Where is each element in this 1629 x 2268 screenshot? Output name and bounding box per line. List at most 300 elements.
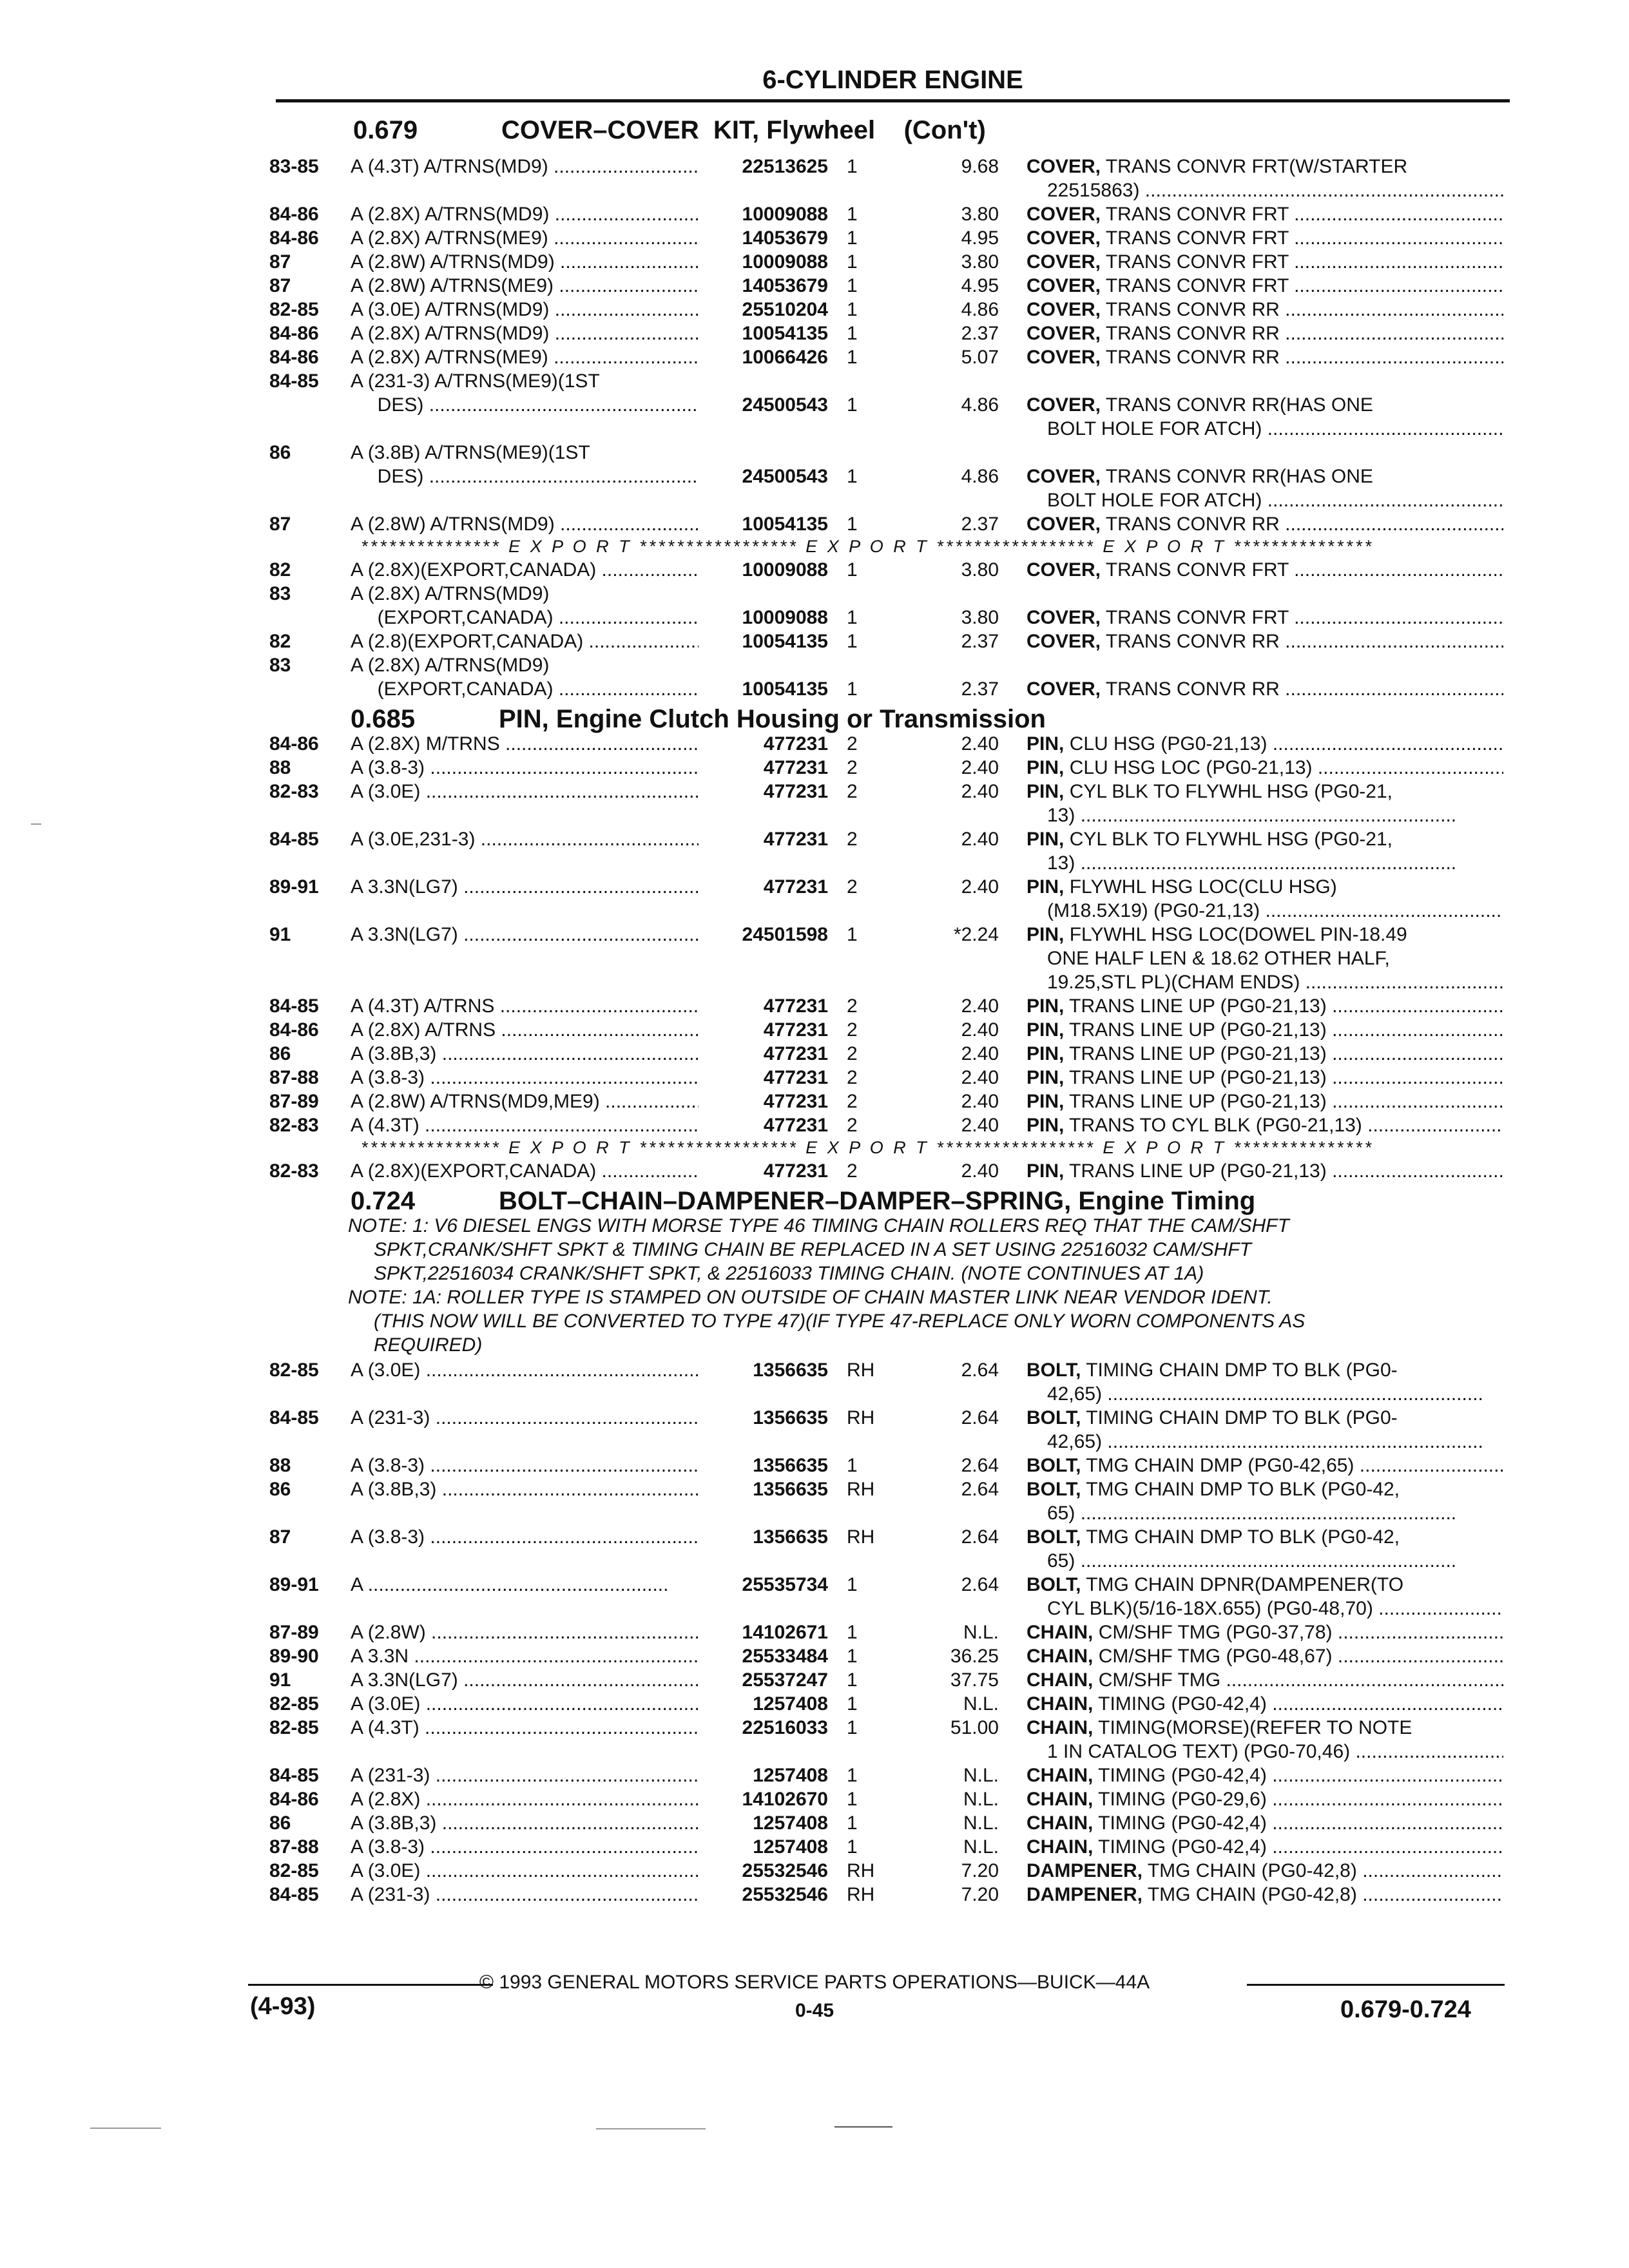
part-number: 25532546	[742, 1884, 828, 1905]
part-number: 10066426	[742, 347, 828, 368]
price: *2.24	[953, 924, 999, 945]
year-range: 88	[269, 757, 291, 778]
price: 2.40	[961, 1019, 999, 1041]
description-text: CLU HSG (PG0-21,13)	[1069, 733, 1268, 754]
description-text: TRANS LINE UP (PG0-21,13)	[1069, 1160, 1327, 1182]
description	[1027, 606, 1503, 629]
quantity: 1	[847, 514, 858, 535]
quantity: 2	[847, 829, 858, 850]
price: 4.95	[961, 275, 999, 296]
model-application: A (2.8X) A/TRNS(MD9) .....	[351, 322, 699, 345]
part-row	[0, 756, 1629, 780]
price: 2.37	[961, 631, 999, 652]
description	[1027, 875, 1503, 899]
part-number: 477231	[763, 781, 828, 802]
year-range: 84-85	[269, 1765, 319, 1786]
description-keyword: CHAIN,	[1027, 1646, 1094, 1667]
description-keyword: BOLT,	[1027, 1407, 1081, 1428]
description	[1027, 155, 1503, 178]
description-keyword: COVER,	[1027, 607, 1101, 628]
description-text: TRANS CONVR FRT	[1105, 251, 1289, 273]
part-number: 1356635	[753, 1407, 828, 1428]
model-application: A (2.8X) A/TRNS(MD9) .....	[351, 202, 699, 226]
export-divider: *************** E X P O R T ***************** E X P O R T ***************** E X P O R T ***************	[361, 537, 1374, 556]
description-keyword: CHAIN,	[1027, 1812, 1094, 1834]
part-number: 477231	[763, 1043, 828, 1064]
year-range: 83	[269, 583, 291, 604]
description-text: TRANS TO CYL BLK (PG0-21,13)	[1069, 1115, 1362, 1136]
year-range: 89-91	[269, 1574, 319, 1595]
description-keyword: PIN,	[1027, 1067, 1065, 1088]
description-text: CM/SHF TMG (PG0-48,67)	[1098, 1646, 1333, 1667]
quantity: 1	[847, 1646, 858, 1667]
section-number: 0.679	[353, 116, 418, 144]
description-keyword: CHAIN,	[1027, 1669, 1094, 1691]
model-application: A (2.8W) A/TRNS(MD9) .....	[351, 250, 699, 274]
section-title: BOLT–CHAIN–DAMPENER–DAMPER–SPRING, Engine Timing	[499, 1187, 1256, 1215]
description	[1027, 1382, 1503, 1406]
part-number: 14102671	[742, 1622, 828, 1643]
description-text: 13)	[1047, 852, 1075, 874]
description-keyword: COVER,	[1027, 299, 1101, 320]
year-range: 87-89	[269, 1091, 319, 1112]
part-number: 10009088	[742, 607, 828, 628]
description-text: TMG CHAIN DMP TO BLK (PG0-42,	[1086, 1526, 1400, 1548]
part-number: 1356635	[753, 1360, 828, 1381]
price: N.L.	[963, 1812, 999, 1834]
price: 2.40	[961, 1091, 999, 1112]
price: 5.07	[961, 347, 999, 368]
quantity: RH	[847, 1860, 875, 1881]
note-line: REQUIRED)	[374, 1334, 483, 1356]
description	[1027, 465, 1503, 488]
model-application: (EXPORT,CANADA) .....	[351, 677, 699, 701]
year-range: 84-85	[269, 995, 319, 1017]
description-text: TRANS CONVR FRT	[1105, 227, 1289, 249]
price: 4.95	[961, 227, 999, 249]
description-text: TRANS CONVR FRT	[1105, 559, 1289, 581]
description-keyword: PIN,	[1027, 876, 1065, 898]
part-row	[0, 369, 1629, 393]
description	[1027, 899, 1503, 923]
model-application: A (3.8B,3) .....	[351, 1811, 699, 1835]
model-application: A (4.3T) .....	[351, 1716, 699, 1740]
part-row	[0, 1787, 1629, 1811]
description-keyword: COVER,	[1027, 275, 1101, 296]
description	[1027, 803, 1503, 827]
description-keyword: CHAIN,	[1027, 1693, 1094, 1715]
model-application: A (3.8-3) .....	[351, 1835, 699, 1859]
part-number: 10009088	[742, 251, 828, 273]
quantity: 1	[847, 559, 858, 581]
description-text: 42,65)	[1047, 1383, 1103, 1405]
quantity: 1	[847, 1765, 858, 1786]
price: 3.80	[961, 251, 999, 273]
price: 9.68	[961, 156, 999, 177]
year-range: 82-85	[269, 1693, 319, 1715]
description-keyword: DAMPENER,	[1027, 1884, 1143, 1905]
description-keyword: BOLT,	[1027, 1455, 1081, 1476]
description	[1027, 1668, 1503, 1692]
year-range: 87	[269, 275, 291, 296]
description-text: TIMING(MORSE)(REFER TO NOTE	[1098, 1717, 1412, 1738]
quantity: 2	[847, 1160, 858, 1182]
page-title: 6-CYLINDER ENGINE	[762, 66, 1023, 94]
description-keyword: DAMPENER,	[1027, 1860, 1143, 1881]
part-number: 24500543	[742, 466, 828, 487]
part-number: 25532546	[742, 1860, 828, 1881]
description-keyword: CHAIN,	[1027, 1789, 1094, 1810]
description-text: TMG CHAIN DMP (PG0-42,65)	[1086, 1455, 1354, 1476]
model-application: A (3.8B,3) .....	[351, 1477, 699, 1501]
description-keyword: COVER,	[1027, 323, 1101, 344]
description	[1027, 345, 1503, 369]
quantity: 1	[847, 1789, 858, 1810]
description	[1027, 1644, 1503, 1668]
price: 2.64	[961, 1526, 999, 1548]
catalog-note	[348, 1214, 1508, 1357]
model-application: A (2.8X) A/TRNS .....	[351, 1018, 699, 1042]
description-text: TRANS CONVR RR	[1105, 323, 1280, 344]
quantity: 2	[847, 1067, 858, 1088]
year-range: 83	[269, 655, 291, 676]
description-keyword: COVER,	[1027, 204, 1101, 225]
year-range: 84-86	[269, 1789, 319, 1810]
description-text: CM/SHF TMG (PG0-37,78)	[1098, 1622, 1333, 1643]
model-application: A (2.8X) .....	[351, 1787, 699, 1811]
description-text: TRANS CONVR RR(HAS ONE	[1105, 466, 1373, 487]
part-row	[0, 274, 1629, 298]
part-row	[0, 1597, 1629, 1620]
description-text: TRANS LINE UP (PG0-21,13)	[1069, 1019, 1327, 1041]
part-number: 14053679	[742, 227, 828, 249]
description-text: CYL BLK)(5/16-18X.655) (PG0-48,70)	[1047, 1598, 1373, 1619]
part-row	[0, 780, 1629, 803]
model-application: A (2.8X)(EXPORT,CANADA) .....	[351, 1159, 699, 1183]
part-row	[0, 1358, 1629, 1382]
quantity: 1	[847, 204, 858, 225]
quantity: 2	[847, 995, 858, 1017]
quantity: 1	[847, 924, 858, 945]
description	[1027, 1477, 1503, 1501]
description-text: TRANS CONVR RR	[1105, 514, 1280, 535]
description	[1027, 1066, 1503, 1090]
description	[1027, 923, 1503, 947]
part-row	[0, 970, 1629, 994]
model-application: A (3.8B,3) .....	[351, 1042, 699, 1066]
description-text: 65)	[1047, 1503, 1075, 1524]
description-text: TRANS LINE UP (PG0-21,13)	[1069, 1067, 1327, 1088]
part-number: 1356635	[753, 1526, 828, 1548]
description-text: FLYWHL HSG LOC(CLU HSG)	[1069, 876, 1337, 898]
part-row	[0, 345, 1629, 369]
price: 2.40	[961, 1160, 999, 1182]
part-row	[0, 1018, 1629, 1042]
part-row	[0, 558, 1629, 582]
part-row	[0, 1668, 1629, 1692]
quantity: 1	[847, 466, 858, 487]
price: N.L.	[963, 1693, 999, 1715]
description	[1027, 322, 1503, 345]
section-heading	[351, 705, 1046, 734]
description-text: TMG CHAIN (PG0-42,8)	[1147, 1884, 1357, 1905]
note-line: SPKT,22516034 CRANK/SHFT SPKT, & 22516033 TIMING CHAIN. (NOTE CONTINUES AT 1A)	[374, 1263, 1204, 1284]
quantity: 2	[847, 1091, 858, 1112]
description-text: TIMING (PG0-42,4)	[1098, 1812, 1267, 1834]
part-row	[0, 1382, 1629, 1406]
year-range: 84-85	[269, 829, 319, 850]
part-row	[0, 1644, 1629, 1668]
quantity: 2	[847, 1043, 858, 1064]
footer-range: 0.679-0.724	[1340, 1996, 1471, 2023]
part-row	[0, 1740, 1629, 1763]
model-application: A (2.8W) A/TRNS(MD9) .....	[351, 512, 699, 536]
model-application: A (231-3) .....	[351, 1406, 699, 1430]
description	[1027, 1090, 1503, 1113]
part-row	[0, 441, 1629, 465]
description	[1027, 298, 1503, 322]
model-application: A (3.0E) .....	[351, 1692, 699, 1716]
model-application: A (3.8B) A/TRNS(ME9)(1ST	[351, 442, 590, 463]
scan-mark	[90, 2128, 161, 2129]
description	[1027, 1018, 1503, 1042]
part-row	[0, 1406, 1629, 1430]
part-row	[0, 393, 1629, 417]
price: 2.64	[961, 1455, 999, 1476]
export-divider: *************** E X P O R T ***************** E X P O R T ***************** E X P O R T ***************	[361, 1138, 1374, 1157]
part-row	[0, 1716, 1629, 1740]
quantity: 1	[847, 1836, 858, 1858]
price: 7.20	[961, 1860, 999, 1881]
description-text: TRANS CONVR FRT(W/STARTER	[1105, 156, 1408, 177]
description-text: CM/SHF TMG	[1098, 1669, 1221, 1691]
part-row	[0, 803, 1629, 827]
description-keyword: COVER,	[1027, 559, 1101, 581]
price: 2.40	[961, 829, 999, 850]
description	[1027, 226, 1503, 250]
part-row	[0, 582, 1629, 606]
part-number: 1257408	[753, 1693, 828, 1715]
part-row	[0, 1859, 1629, 1883]
model-application: A 3.3N(LG7) .....	[351, 875, 699, 899]
description	[1027, 970, 1503, 994]
description-keyword: PIN,	[1027, 781, 1065, 802]
description-text: 22515863)	[1047, 180, 1140, 201]
part-number: 25533484	[742, 1646, 828, 1667]
year-range: 82	[269, 559, 291, 581]
quantity: 1	[847, 227, 858, 249]
description-keyword: BOLT,	[1027, 1526, 1081, 1548]
description-text: TMG CHAIN (PG0-42,8)	[1147, 1860, 1357, 1881]
description-text: (M18.5X19) (PG0-21,13)	[1047, 900, 1260, 921]
part-number: 477231	[763, 995, 828, 1017]
description-keyword: PIN,	[1027, 829, 1065, 850]
year-range: 84-86	[269, 1019, 319, 1041]
footer-page-number: 0-45	[795, 2000, 834, 2021]
description-keyword: COVER,	[1027, 514, 1101, 535]
description	[1027, 947, 1503, 970]
quantity: RH	[847, 1884, 875, 1905]
part-number: 10054135	[742, 631, 828, 652]
description-keyword: PIN,	[1027, 1043, 1065, 1064]
year-range: 86	[269, 1043, 291, 1064]
part-row	[0, 178, 1629, 202]
part-number: 10054135	[742, 514, 828, 535]
description	[1027, 1763, 1503, 1787]
part-number: 25510204	[742, 299, 828, 320]
year-range: 87	[269, 1526, 291, 1548]
description-text: BOLT HOLE FOR ATCH)	[1047, 418, 1262, 439]
description	[1027, 1811, 1503, 1835]
description-text: TRANS CONVR FRT	[1105, 607, 1289, 628]
description-keyword: PIN,	[1027, 757, 1065, 778]
model-application: A (2.8X) A/TRNS(MD9)	[351, 583, 550, 604]
year-range: 84-86	[269, 227, 319, 249]
part-row	[0, 1430, 1629, 1454]
description	[1027, 851, 1503, 875]
quantity: 1	[847, 1455, 858, 1476]
quantity: 2	[847, 733, 858, 754]
quantity: 1	[847, 1574, 858, 1595]
quantity: 1	[847, 394, 858, 416]
quantity: RH	[847, 1479, 875, 1500]
description	[1027, 629, 1503, 653]
year-range: 84-85	[269, 370, 319, 392]
part-number: 1356635	[753, 1479, 828, 1500]
year-range: 91	[269, 1669, 291, 1691]
description	[1027, 417, 1503, 441]
year-range: 82-85	[269, 1717, 319, 1738]
price: 51.00	[950, 1717, 999, 1738]
quantity: 1	[847, 1669, 858, 1691]
part-row	[0, 1883, 1629, 1907]
part-row	[0, 250, 1629, 274]
section-number: 0.724	[351, 1187, 416, 1215]
price: 4.86	[961, 394, 999, 416]
description-keyword: COVER,	[1027, 394, 1101, 416]
part-number: 477231	[763, 876, 828, 898]
description-text: TRANS LINE UP (PG0-21,13)	[1069, 995, 1327, 1017]
part-number: 10009088	[742, 559, 828, 581]
year-range: 82-85	[269, 1360, 319, 1381]
part-number: 477231	[763, 1067, 828, 1088]
quantity: 1	[847, 1693, 858, 1715]
description	[1027, 994, 1503, 1018]
description-keyword: BOLT,	[1027, 1360, 1081, 1381]
description-text: TIMING (PG0-29,6)	[1098, 1789, 1267, 1810]
price: 3.80	[961, 559, 999, 581]
model-application: A 3.3N(LG7) .....	[351, 923, 699, 947]
part-number: 1257408	[753, 1836, 828, 1858]
model-application: A (3.8-3) .....	[351, 756, 699, 780]
description	[1027, 250, 1503, 274]
part-number: 477231	[763, 1091, 828, 1112]
year-range: 82-85	[269, 299, 319, 320]
part-row	[0, 1692, 1629, 1716]
model-application: A (3.8-3) .....	[351, 1066, 699, 1090]
quantity: 1	[847, 1812, 858, 1834]
section-heading	[351, 1187, 1255, 1216]
description-keyword: BOLT,	[1027, 1479, 1081, 1500]
model-application: A (3.0E,231-3) .....	[351, 827, 699, 851]
part-number: 477231	[763, 757, 828, 778]
description	[1027, 1113, 1503, 1137]
description-keyword: COVER,	[1027, 251, 1101, 273]
part-number: 477231	[763, 733, 828, 754]
description-text: ONE HALF LEN & 18.62 OTHER HALF,	[1047, 948, 1390, 969]
price: 2.64	[961, 1360, 999, 1381]
part-row	[0, 202, 1629, 226]
description-keyword: CHAIN,	[1027, 1717, 1094, 1738]
description-text: TRANS CONVR RR(HAS ONE	[1105, 394, 1373, 416]
price: 2.40	[961, 876, 999, 898]
description-keyword: COVER,	[1027, 347, 1101, 368]
part-number: 24501598	[742, 924, 828, 945]
part-row	[0, 298, 1629, 322]
description-text: TRANS CONVR RR	[1105, 678, 1280, 700]
part-row	[0, 1066, 1629, 1090]
description-text: TRANS CONVR RR	[1105, 347, 1280, 368]
description	[1027, 827, 1503, 851]
part-number: 1257408	[753, 1765, 828, 1786]
part-row	[0, 1835, 1629, 1859]
description-text: TIMING (PG0-42,4)	[1098, 1765, 1267, 1786]
part-number: 22516033	[742, 1717, 828, 1738]
price: 37.75	[950, 1669, 999, 1691]
price: 2.40	[961, 1115, 999, 1136]
part-row	[0, 1501, 1629, 1525]
description-text: CLU HSG LOC (PG0-21,13)	[1069, 757, 1313, 778]
year-range: 82	[269, 631, 291, 652]
part-row	[0, 606, 1629, 629]
part-number: 10054135	[742, 678, 828, 700]
note-line: NOTE: 1: V6 DIESEL ENGS WITH MORSE TYPE 46 TIMING CHAIN ROLLERS REQ THAT THE CAM/SHFT	[348, 1215, 1289, 1236]
model-application: A (3.0E) .....	[351, 780, 699, 803]
part-row	[0, 322, 1629, 345]
quantity: RH	[847, 1407, 875, 1428]
model-application: A (4.3T) .....	[351, 1113, 699, 1137]
description-text: TRANS LINE UP (PG0-21,13)	[1069, 1043, 1327, 1064]
year-range: 84-86	[269, 733, 319, 754]
model-application: DES) .....	[351, 393, 699, 417]
part-number: 14102670	[742, 1789, 828, 1810]
year-range: 83-85	[269, 156, 319, 177]
part-number: 25535734	[742, 1574, 828, 1595]
description-keyword: PIN,	[1027, 995, 1065, 1017]
description-text: TIMING (PG0-42,4)	[1098, 1693, 1267, 1715]
description	[1027, 1787, 1503, 1811]
model-application: A .....	[351, 1573, 699, 1597]
year-range: 86	[269, 442, 291, 463]
description-keyword: PIN,	[1027, 733, 1065, 754]
year-range: 84-85	[269, 1407, 319, 1428]
year-range: 89-91	[269, 876, 319, 898]
part-row	[0, 1811, 1629, 1835]
description	[1027, 393, 1503, 417]
scan-mark	[834, 2126, 892, 2128]
description-text: TMG CHAIN DPNR(DAMPENER(TO	[1086, 1574, 1404, 1595]
model-application: A (2.8W) .....	[351, 1620, 699, 1644]
quantity: RH	[847, 1526, 875, 1548]
part-number: 477231	[763, 1115, 828, 1136]
description	[1027, 178, 1503, 202]
price: 36.25	[950, 1646, 999, 1667]
quantity: 1	[847, 678, 858, 700]
quantity: 1	[847, 631, 858, 652]
price: 3.80	[961, 204, 999, 225]
part-row	[0, 465, 1629, 488]
model-application: A (2.8X) A/TRNS(ME9) .....	[351, 226, 699, 250]
